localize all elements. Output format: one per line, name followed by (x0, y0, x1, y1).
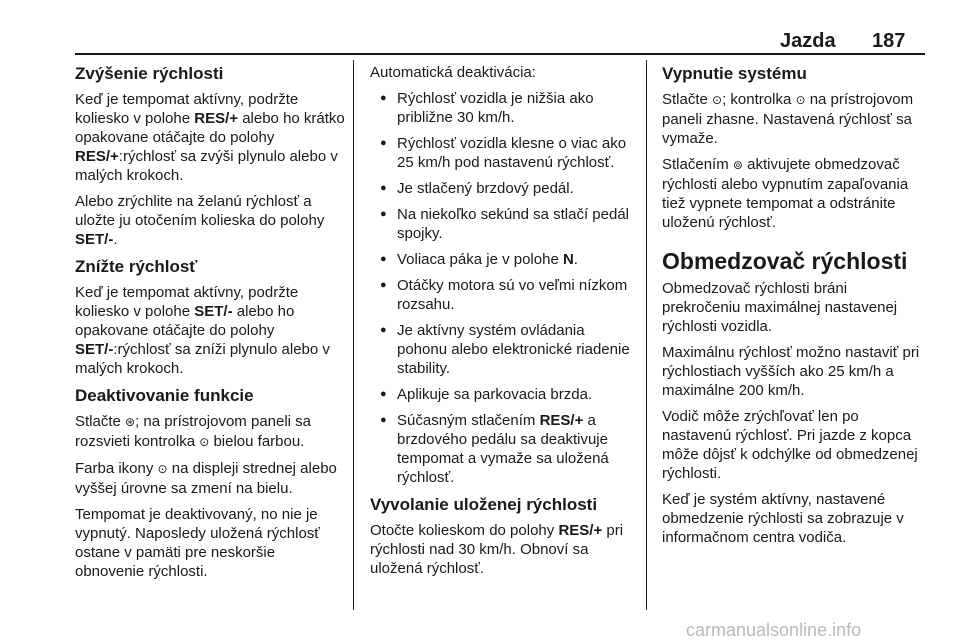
cruise-control-lamp-icon: ⊙ (199, 435, 210, 449)
paragraph-system-off-1: Stlačte ⊙; kontrolka ⊙ na prístrojovom paneli zhasne. Nastavená rýchlosť sa vymaže. (662, 91, 914, 147)
page-header-title: Jazda (780, 30, 836, 52)
paragraph-limiter-2: Maximálnu rýchlosť možno nastaviť pri rýchlostiach vyšších ako 25 km/h a maximálne 200 km/h. (662, 344, 920, 399)
list-item: ● Súčasným stlačením RES/+ a brzdového pedálu sa deaktivuje tempomat a vymaže sa uložená rýchlosť. (370, 411, 632, 487)
heading-deactivate: Deaktivovanie funkcie (75, 386, 254, 405)
heading-recall-speed: Vyvolanie uloženej rýchlosti (370, 495, 598, 514)
heading-system-off: Vypnutie systému (662, 64, 807, 83)
page-number: 187 (872, 30, 906, 52)
heading-increase-speed: Zvýšenie rýchlosti (75, 64, 224, 83)
list-item: ● Je aktívny systém ovládania pohonu alebo elektronické riadenie stability. (370, 321, 632, 378)
heading-speed-limiter: Obmedzovač rýchlosti (662, 248, 908, 274)
column-divider-1 (353, 60, 354, 610)
paragraph-deactivate-1: Stlačte ⊛; na prístrojovom paneli sa rozsvieti kontrolka ⊙ bielou farbou. (75, 413, 312, 450)
header-rule (75, 53, 925, 55)
paragraph-limiter-3: Vodič môže zrýchľovať len po nastavenú rýchlosť. Pri jazde z kopca môže dôjsť k odchýlke od obmedzenej rýchlosti. (662, 408, 918, 482)
paragraph-decrease: Keď je tempomat aktívny, podržte koliesko v polohe SET/- alebo ho opakovane otáčajte do polohy SET/-:rýchlosť sa zníži plynulo alebo v malých krokoch. (75, 284, 330, 377)
column-divider-2 (646, 60, 647, 610)
list-item: ● Je stlačený brzdový pedál. (370, 179, 632, 198)
cruise-control-lamp-icon: ⊙ (157, 462, 168, 476)
cruise-control-lamp-icon: ⊙ (712, 93, 723, 107)
speed-limiter-button-icon: ⊚ (732, 158, 743, 172)
cruise-control-lamp-icon: ⊙ (795, 93, 806, 107)
heading-decrease-speed: Znížte rýchlosť (75, 257, 198, 276)
paragraph-limiter-1: Obmedzovač rýchlosti bráni prekročeniu maximálnej nastavenej rýchlosti vozidla. (662, 280, 898, 335)
column-3 (662, 63, 927, 554)
list-item: ● Voliaca páka je v polohe N. (370, 250, 632, 269)
paragraph-increase-1: Keď je tempomat aktívny, podržte koliesko v polohe RES/+ alebo ho krátko opakovane otáčajte do polohy RES/+:rýchlosť sa zvýši plynulo alebo v malých krokoch. (75, 91, 345, 184)
paragraph-recall: Otočte kolieskom do polohy RES/+ pri rýchlosti nad 30 km/h. Obnoví sa uložená rýchlosť. (370, 522, 624, 577)
paragraph-increase-2: Alebo zrýchlite na želanú rýchlosť a uložte ju otočením kolieska do polohy SET/-. (75, 193, 325, 248)
list-item: ● Aplikuje sa parkovacia brzda. (370, 385, 632, 404)
column-1 (75, 63, 347, 588)
list-item: ● Na niekoľko sekúnd sa stlačí pedál spojky. (370, 205, 632, 243)
list-item: ● Rýchlosť vozidla je nižšia ako približne 30 km/h. (370, 89, 632, 127)
column-2 (370, 63, 632, 585)
watermark: carmanualsonline.info (686, 620, 862, 640)
cruise-control-button-icon: ⊛ (125, 415, 136, 429)
paragraph-deactivate-2: Farba ikony ⊙ na displeji strednej alebo vyššej úrovne sa zmení na bielu. (75, 460, 337, 497)
list-item: ● Otáčky motora sú vo veľmi nízkom rozsahu. (370, 276, 632, 314)
paragraph-system-off-2: Stlačením ⊚ aktivujete obmedzovač rýchlosti alebo vypnutím zapaľovania tiež vypnete tempomat a odstránite uloženú rýchlosť. (662, 156, 909, 231)
paragraph-deactivate-3: Tempomat je deaktivovaný, no nie je vypnutý. Naposledy uložená rýchlosť ostane v pamäti pre neskoršie obnovenie rýchlosti. (75, 506, 320, 580)
auto-deactivation-list (370, 89, 632, 487)
list-item: ● Rýchlosť vozidla klesne o viac ako 25 km/h pod nastavenú rýchlosť. (370, 134, 632, 172)
auto-deactivation-intro: Automatická deaktivácia: (370, 64, 536, 81)
paragraph-limiter-4: Keď je systém aktívny, nastavené obmedzenie rýchlosti sa zobrazuje v informačnom centra vodiča. (662, 491, 904, 546)
